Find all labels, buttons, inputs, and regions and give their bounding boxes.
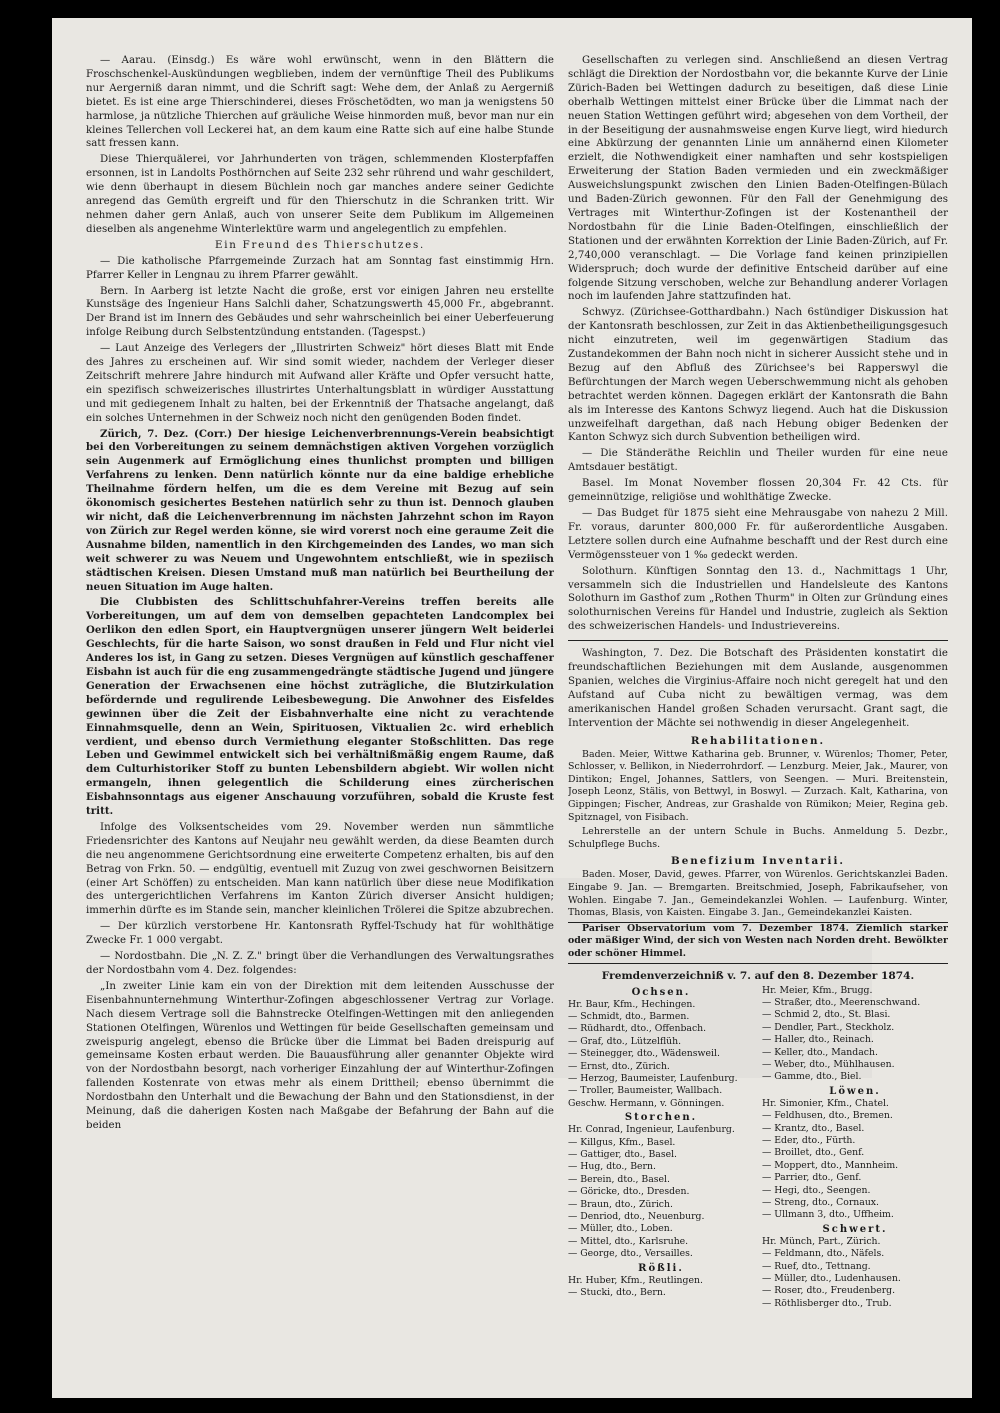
fremdenverzeichnis-heading: Fremdenverzeichniß v. 7. auf den 8. Dezember 1874. (601, 969, 915, 982)
newspaper-page (52, 18, 972, 1398)
guest-entry: — Hug, dto., Bern. (568, 1161, 656, 1173)
article-aarau-cont: Diese Thierquälerei, vor Jahrhunderten von trägen, schlemmenden Klosterpfaffen ersonnen, ist in Landolts Posthörnchen auf Seite 232 sehr rührend und wahr geschildert, wie denn überhaupt in diesem Büchlein noch gar manches andere seiner Gedichte anregend das Gemüth ergreift und für den Thierschutz in die Schranken tritt. Wir nehmen daher gern Anlaß, auch von unserer Seite dem Publikum im Allgemeinen dieselben als angenehme Winterlektüre warm und angelegentlich zu empfehlen. (86, 154, 554, 235)
guest-entry: — Schmidt, dto., Barmen. (568, 1010, 690, 1022)
guest-entry: — Ernst, dto., Zürich. (568, 1060, 670, 1072)
guest-entry: — Weber, dto., Mühlhausen. (762, 1058, 895, 1070)
guest-entry: — Haller, dto., Reinach. (762, 1034, 874, 1046)
article-zurzach: — Die katholische Pfarrgemeinde Zurzach hat am Sonntag fast einstimmig Hrn. Pfarrer Keller in Lengnau zu ihrem Pfarrer gewählt. (86, 255, 554, 281)
guest-entry: — Streng, dto., Cornaux. (762, 1197, 880, 1208)
article-friedensrichter: Infolge des Volksentscheides vom 29. November werden nun sämmtliche Friedensrichter des Kantons auf Neujahr neu gewählt werden, da diese Beamten durch die neu angenommene Gerichtsordnung eine erweiterte Competenz erhalten, bis auf den Betrag von Frkn. 50. — endgültig, eventuell mit Zuzug von zwei geschwornen Beisitzern (einer Art Schöffen) zu entscheiden. Man kann natürlich über diese neue Modifikation des untergerichtlichen Verfahrens im Kanton Zürich diverser Ansicht huldigen; immerhin dürfte es im Stande sein, mancher kleinlichen Trölerei die Spitze abzubrechen. (86, 821, 554, 917)
guest-entry: — Graf, dto., Lützelflüh. (568, 1035, 682, 1047)
hotel-heading: Storchen. (624, 1112, 698, 1124)
separator-rule (568, 963, 948, 964)
fremdenverzeichnis (568, 970, 948, 1311)
hotel-heading: Löwen. (829, 1085, 881, 1097)
article-nordostbahn-quote: „In zweiter Linie kam ein von der Direktion mit dem leitenden Ausschusse der Eisenbahnunternehmung Winterthur-Zofingen abgeschlossener Vertrag zur Vorlage. Nach diesem Vertrage soll die Bahnstrecke Otelfingen-Wettingen mit den anliegenden Stationen Otelfingen, Würenlos und Wettingen für beide Gesellschaften gemeinsam und zweispurig angelegt, ebenso die Brücke über die Limmat bei Baden dreispurig auf gemeinsame Kosten erbaut werden. Die Bauausführung aller genannter Objekte wird von der Nordostbahn besorgt, nach vorheriger Einzahlung der auf Winterthur-Zofingen fallenden Kostenrate von etwas mehr als einem Drittheil; ebenso übernimmt die Nordostbahn den Unterhalt und die Bewachung der Bahn und den Stationsdienst, in der Meinung, daß die daherigen Kosten nach Maßgabe der Befahrung der Bahn auf die beiden (86, 980, 554, 1131)
guest-entry: — Ruef, dto., Tettnang. (762, 1260, 871, 1272)
guest-entry: — Krantz, dto., Basel. (762, 1122, 865, 1134)
article-aarau: — Aarau. (Einsdg.) Es wäre wohl erwünscht, wenn in den Blättern die Froschschenkel-Auskündungen wegblieben, indem der vernünftige Theil des Publikums nur Aergerniß daran nimmt, und die Schrift sagt: Wehe dem, der Anlaß zu Aergerniß bietet. Es ist eine arge Thierschinderei, dieses Fröschetödten, wo man ja wenigstens 50 harmlose, ja nützliche Thierchen auf gräuliche Weise hinmorden muß, bevor man nur ein kleines Tellerchen voll Leckerei hat, an dem kaum eine Ratte sich auf eine halbe Stunde satt fressen kann. (86, 55, 554, 150)
article-illustrirte-schweiz: — Laut Anzeige des Verlegers der „Illustrirten Schweiz" hört dieses Blatt mit Ende des Jahres zu erscheinen auf. Wir sind somit wieder, nachdem der Verleger dieser Zeitschrift mehrere Jahre hindurch mit Aufwand aller Kräfte und Opfer versucht hatte, ein spezifisch schweizerisches illustrirtes Unterhaltungsblatt in würdiger Ausstattung und mit gediegenem Inhalt zu halten, bei der Erkenntniß der Thatsache angelangt, daß ein solches Unternehmen in der Schweiz noch nicht den genügenden Boden findet. (86, 343, 554, 424)
guest-entry: — Stucki, dto., Bern. (568, 1287, 666, 1299)
guest-entry: — Feldmann, dto., Näfels. (762, 1248, 885, 1260)
guest-entry: — Straßer, dto., Meerenschwand. (762, 996, 921, 1008)
rehabilitationen-text: Baden. Meier, Wittwe Katharina geb. Brunner, v. Würenlos; Thomer, Peter, Schlosser, v. Bellikon, in Niederrohrdorf. — Lenzburg. Meier, Jak., Maurer, von Dintikon; Engel, Johannes, Sattlers, von Seengen. — Muri. Breitenstein, Joseph Leonz, Stälis, von Bettwyl, in Boswyl. — Zurzach. Kalt, Katharina, von Gippingen; Fischer, Andreas, zur Grashalde von Rümikon; Meier, Regina geb. Spitznagel, von Fisibach. (568, 748, 948, 823)
guest-entry: — Müller, dto., Loben. (568, 1223, 673, 1235)
guest-entry: Geschw. Hermann, v. Gönningen. (568, 1097, 725, 1109)
guest-entry: — Troller, Baumeister, Wallbach. (568, 1085, 723, 1097)
article-nordostbahn: — Nordostbahn. Die „N. Z. Z." bringt über die Verhandlungen des Verwaltungsrathes der Nordostbahn vom 4. Dez. folgendes: (86, 951, 554, 976)
guest-entry: Hr. Münch, Part., Zürich. (762, 1235, 881, 1247)
guest-entry: Hr. Huber, Kfm., Reutlingen. (568, 1274, 703, 1286)
hotel-heading: Schwert. (822, 1223, 888, 1235)
article-basel-budget: — Das Budget für 1875 sieht eine Mehrausgabe von nahezu 2 Mill. Fr. voraus, darunter 800,000 Fr. für außerordentliche Ausgaben. Letztere sollen durch eine Aufnahme beschafft und der Rest durch eine Vermögenssteuer von 1 ‰ gedeckt werden. (568, 508, 948, 561)
article-nordostbahn-cont: Gesellschaften zu verlegen sind. Anschließend an diesen Vertrag schlägt die Direktion der Nordostbahn vor, die bekannte Kurve der Linie Zürich-Baden bei Wettingen dadurch zu beseitigen, daß diese Linie oberhalb Wettingen mittelst einer Brücke über die Limmat nach der neuen Station Wettingen geführt wird; abgesehen von dem Vortheil, der in der Beseitigung der ausnahmsweise engen Kurve liegt, wird hiedurch eine Abkürzung der genannten Linie um annähernd einen Kilometer erzielt, die Nothwendigkeit einer namhaften und sehr kostspieligen Erweiterung der Station Baden vermieden und ein zweckmäßiger Ausweichslungspunkt zwischen den Linien Baden-Otelfingen-Bülach und Baden-Zürich gewonnen. Für den Fall der Genehmigung des Vertrages mit Winterthur-Zofingen ist der Kostenantheil der Nordostbahn für die Linie Baden-Otelfingen, einschließlich der Stationen und der erwähnten Korrektion der Linie Baden-Zürich, auf Fr. 2,740,000 veranschlagt. — Die Vorlage fand keinen prinzipiellen Widerspruch; doch wurde der definitive Entscheid darüber auf eine folgende Sitzung verschoben, welche zur Behandlung anderer Vorlagen noch im laufenden Jahre stattzufinden hat. (568, 55, 948, 303)
guest-entry: — Steinegger, dto., Wädensweil. (568, 1048, 720, 1060)
article-ryffel: — Der kürzlich verstorbene Hr. Kantonsrath Ryffel-Tschudy hat für wohlthätige Zwecke Fr. 1 000 vergabt. (86, 921, 554, 947)
guest-entry: — Killgus, Kfm., Basel. (568, 1136, 676, 1148)
separator-rule (568, 640, 948, 641)
guest-entry: — Denriod, dto., Neuenburg. (568, 1211, 705, 1222)
guest-entry: Hr. Baur, Kfm., Hechingen. (568, 998, 696, 1010)
guest-entry: — Eder, dto., Fürth. (762, 1134, 856, 1146)
guest-entry: — Schmid 2, dto., St. Blasi. (762, 1009, 891, 1021)
guest-entry: — Göricke, dto., Dresden. (568, 1186, 690, 1198)
guest-entry: — Feldhusen, dto., Bremen. (762, 1110, 893, 1122)
guest-entry: — Ullmann 3, dto., Uffheim. (762, 1209, 894, 1221)
guest-entry: — George, dto., Versailles. (568, 1248, 693, 1260)
guest-entry: — Gattiger, dto., Basel. (568, 1148, 678, 1160)
guest-entry: — Röthlisberger dto., Trub. (762, 1297, 892, 1309)
guest-entry: — Braun, dto., Zürich. (568, 1198, 673, 1210)
observatorium-report: Pariser Observatorium vom 7. Dezember 1874. Ziemlich starker oder mäßiger Wind, der sich von Westen nach Norden dreht. Bewölkter oder schöner Himmel. (568, 922, 948, 959)
article-staenderaethe: — Die Ständeräthe Reichlin und Theiler wurden für eine neue Amtsdauer bestätigt. (568, 448, 948, 474)
article-zuerich-leichenverbrennung: Zürich, 7. Dez. (Corr.) Der hiesige Leichenverbrennungs-Verein beabsichtigt bei den Vorbereitungen zu seinem demnächstigen aktiven Vorgehen vorzüglich sein Augenmerk auf Ermöglichung eines thunlichst prompten und billigen Verfahrens zu lenken. Denn natürlich könnte nur da eine baldige erhebliche Theilnahme fördern helfen, um die es dem Vereine mit Bezug auf sein ökonomisch gesichertes Bestehen natürlich sehr zu thun ist. Dennoch glauben wir nicht, daß die Leichenverbrennung im nächsten Jahrzehnt schon im Rayon von Zürich zur Regel werden könne, sie wird vorerst noch eine geraume Zeit die Ausnahme bilden, namentlich in den Kirchgemeinden des Landes, wo man sich weit schwerer zu was Neuem und Ungewohntem entschließt, wie in speziisch städtischen Kreisen. Diesen Umstand muß man natürlich bei Beurtheilung der neuen Situation im Auge halten. (86, 427, 554, 593)
guest-entry: Hr. Conrad, Ingenieur, Laufenburg. (568, 1124, 735, 1136)
hotel-heading: Ochsen. (631, 986, 691, 998)
guest-entry: — Müller, dto., Ludenhausen. (762, 1273, 901, 1285)
benefizium-text: Baden. Moser, David, gewes. Pfarrer, von Würenlos. Gerichtskanzlei Baden. Eingabe 9. Jan. — Bremgarten. Breitschmied, Joseph, Fabrikaufseher, von Wohlen. Eingabe 7. Jan., Gemeindekanzlei Wohlen. — Laufenburg. Winter, Thomas, Blasis, von Kaisten. Eingabe 3. Jan., Gemeindekanzlei Kaisten. (568, 869, 948, 919)
guest-entry: — Berein, dto., Basel. (568, 1173, 670, 1185)
guest-entry: — Rüdhardt, dto., Offenbach. (568, 1023, 707, 1035)
benefizium-heading: Benefizium Inventarii. (671, 855, 845, 868)
right-column (568, 54, 948, 1390)
article-washington: Washington, 7. Dez. Die Botschaft des Präsidenten konstatirt die freundschaftlichen Beziehungen mit dem Auslande, ausgenommen Spanien, welches die Virginius-Affaire noch nicht geregelt hat und den Aufstand auf Cuba nicht zu bewältigen vermag, was dem amerikanischen Handel großen Schaden verursacht. Grant sagt, die Intervention der Mächte sei nothwendig in dieser Angelegenheit. (568, 648, 948, 729)
guest-entry: — Hegi, dto., Seengen. (762, 1184, 871, 1196)
guest-entry: Hr. Simonier, Kfm., Chatel. (762, 1097, 889, 1109)
article-bern: Bern. In Aarberg ist letzte Nacht die große, erst vor einigen Jahren neu erstellte Kunstsäge des Ingenieur Hans Salchli daher, Schatzungswerth 45,000 Fr., abgebrannt. Der Brand ist im Innern des Gebäudes und sehr wahrscheinlich bei einer Ueberfeuerung infolge Reibung durch Selbstentzündung entstanden. (Tagespst.) (86, 285, 554, 339)
hotel-heading: Rößli. (638, 1262, 684, 1274)
guest-entry: — Broillet, dto., Genf. (762, 1147, 865, 1159)
lehrerstelle-notice: Lehrerstelle an der untern Schule in Buchs. Anmeldung 5. Dezbr., Schulpflege Buchs. (568, 826, 948, 850)
guest-entry: — Mittel, dto., Karlsruhe. (568, 1235, 689, 1247)
article-solothurn: Solothurn. Künftigen Sonntag den 13. d., Nachmittags 1 Uhr, versammeln sich die Industriellen und Handelsleute des Kantons Solothurn im Gasthof zum „Rothen Thurm" in Olten zur Gründung eines solothurnischen Vereins für Handel und Industrie, zugleich als Sektion des schweizerischen Handels- und Industrievereins. (568, 565, 948, 633)
left-column (86, 54, 554, 1390)
guest-entry: — Moppert, dto., Mannheim. (762, 1159, 899, 1171)
rehabilitationen-heading: Rehabilitationen. (690, 734, 826, 747)
guest-entry: — Gamme, dto., Biel. (762, 1071, 862, 1083)
guest-entry: Hr. Meier, Kfm., Brugg. (762, 984, 873, 996)
guest-entry: — Roser, dto., Freudenberg. (762, 1285, 896, 1297)
article-basel: Basel. Im Monat November flossen 20,304 Fr. 42 Cts. für gemeinnützige, religiöse und wohlthätige Zwecke. (568, 478, 948, 504)
guest-entry: — Keller, dto., Mandach. (762, 1046, 878, 1058)
article-schwyz: Schwyz. (Zürichsee-Gotthardbahn.) Nach 6stündiger Diskussion hat der Kantonsrath beschlossen, zur Zeit in das Aktienbetheiligungsgesuch nicht einzutreten, weil im gegenwärtigen Stadium das Zustandekommen der Bahn noch nicht in sicherer Aussicht stehe und in Bezug auf den Abfluß des Zürichsee's bei Rapperswyl die Befürchtungen der March wegen Ueberschwemmung nicht als gehoben betrachtet werden können. Dagegen erklärt der Kantonsrath die Bahn als im Interesse des Kantons Schwyz liegend. Auch hat die Diskussion unzweifelhaft dargethan, daß nach Hebung obiger Bedenken der Kanton Schwyz sich durch Subvention betheiligen wird. (568, 307, 948, 444)
guest-entry: — Herzog, Baumeister, Laufenburg. (568, 1072, 738, 1084)
article-signature: Ein Freund des Thierschutzes. (214, 239, 426, 251)
guest-list-right (762, 985, 948, 1311)
guest-entry: — Dendler, Part., Steckholz. (762, 1021, 895, 1033)
article-schlittschuh: Die Clubbisten des Schlittschuhfahrer-Vereins treffen bereits alle Vorbereitungen, um auf dem von demselben gepachteten Landcomplex bei Oerlikon den edlen Sport, ein Hauptvergnügen unserer jüngern Welt beiderlei Geschlechts, für die harte Saison, wo sonst draußen in Feld und Flur nicht viel Anderes los ist, in Gang zu setzen. Dieses Vergnügen auf künstlich geschaffener Eisbahn ist auch für die eng zusammengedrängte städtische Jugend und jüngere Generation der Erwachsenen eine höchst zuträgliche, die Blutzirkulation befördernde und regulirende Leibesbewegung. Die Anwohner des Eisfeldes gewinnen über die Zeit der Eisbahnverhalte eine nicht zu verachtende Einnahmsquelle, denn an Wein, Spirituosen, Viktualien 2c. wird erheblich verdient, und ebenso durch Vermiethung eleganter Stoßschlitten. Das rege Leben und Gewimmel entwickelt sich bei verhältnißmäßig engem Raume, daß dem Culturhistoriker Stoff zu bunten Lebensbildern abgiebt. Wir wollen nicht ermangeln, ihnen gelegentlich die Schilderung eines zürcherischen Eisbahnsonntags aus eigener Anschauung vorzuführen, sobald die Kruste fest tritt. (86, 596, 554, 818)
guest-list-left (568, 985, 754, 1311)
guest-entry: — Parrier, dto., Genf. (762, 1172, 862, 1184)
